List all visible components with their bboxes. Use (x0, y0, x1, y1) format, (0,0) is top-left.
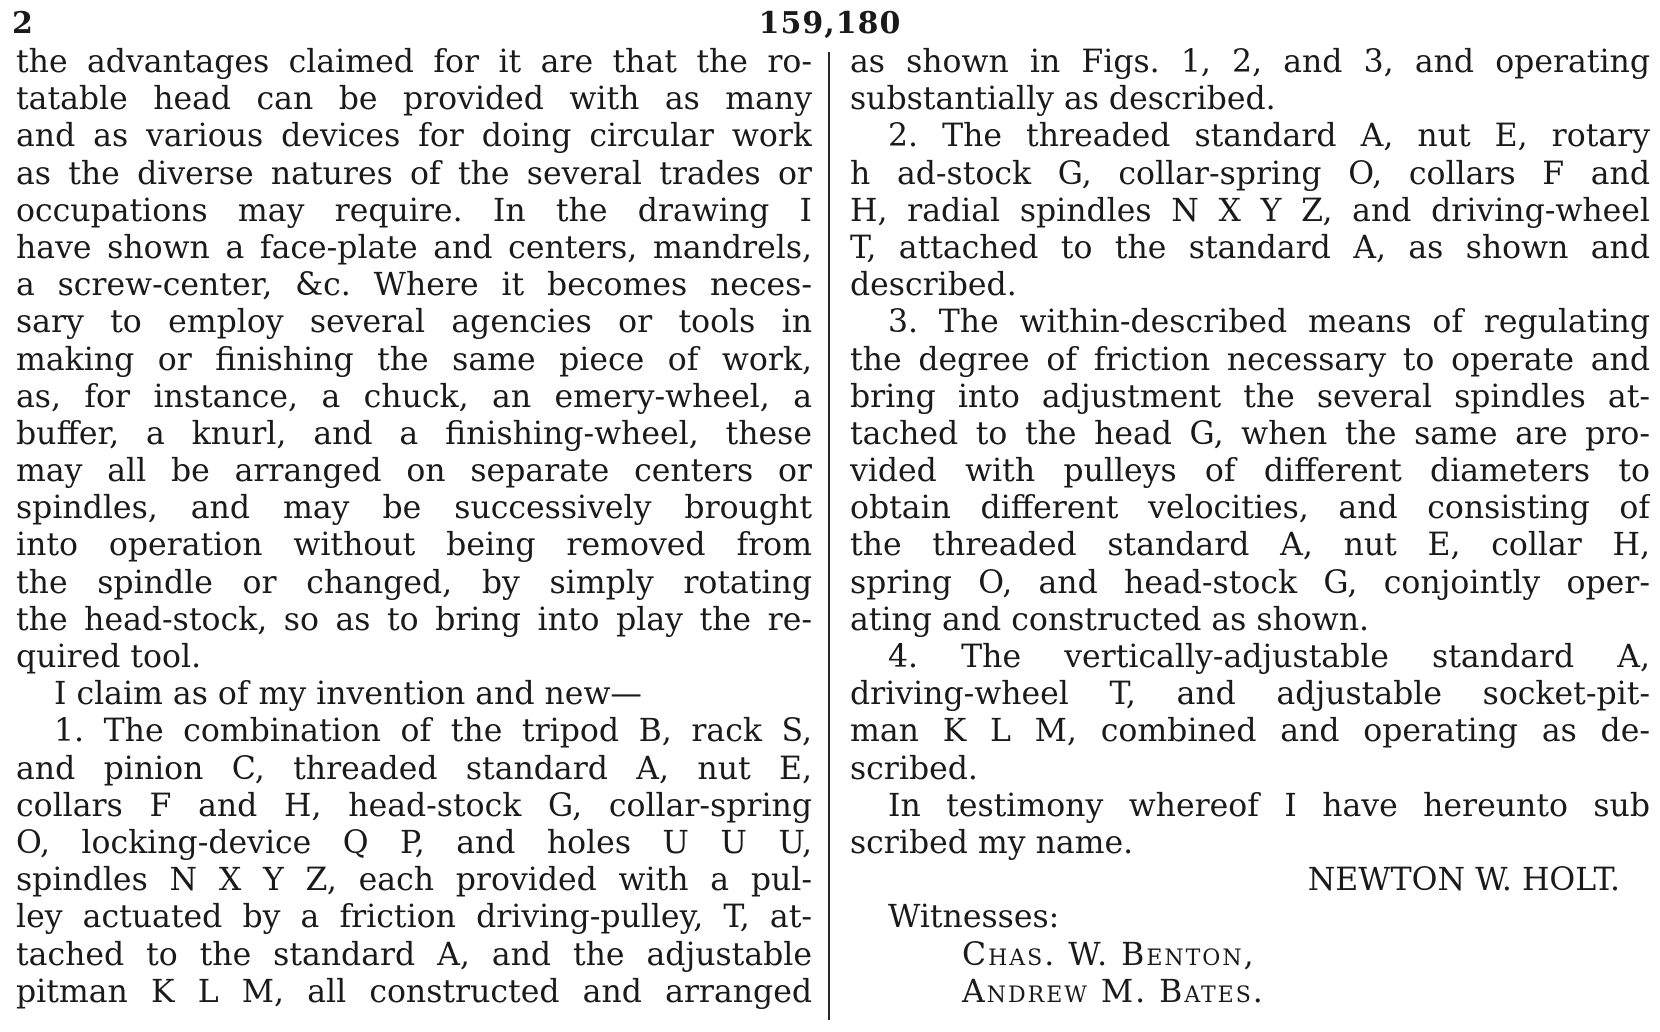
text-line: quired tool. (16, 639, 202, 675)
text-line: scribed. (850, 750, 978, 787)
text-line: as, for instance, a chuck, an emery-wheel, a (16, 378, 812, 415)
signature: NEWTON W. HOLT. (1307, 862, 1620, 899)
text-line: making or finishing the same piece of work, (16, 341, 812, 378)
text-line: into operation without being removed from (16, 527, 812, 564)
witness-name: Chas. W. Benton, (962, 936, 1256, 973)
claim-4-start: 4. The vertically-adjustable standard A, (888, 639, 1650, 675)
text-line: tatable head can be provided with as many (16, 81, 812, 118)
testimony-line: In testimony whereof I have hereunto sub (888, 787, 1650, 824)
claim-intro: I claim as of my invention and new— (54, 676, 642, 713)
text-line: buffer, a knurl, and a finishing-wheel, these (16, 415, 812, 452)
text-line: scribed my name. (850, 824, 1134, 861)
text-line: ating and constructed as shown. (850, 601, 1370, 638)
text-line: pitman K L M, all constructed and arranged (16, 973, 812, 1010)
claim-3-start: 3. The within-described means of regulating (888, 304, 1650, 341)
text-line: spring O, and head-stock G, conjointly oper- (850, 564, 1650, 601)
text-line: described. (850, 267, 1017, 304)
text-line: h ad-stock G, collar-spring O, collars F and (850, 155, 1650, 192)
text-line: the advantages claimed for it are that the ro- (16, 44, 812, 80)
text-line: the spindle or changed, by simply rotating (16, 564, 812, 601)
text-line: the degree of friction necessary to operate and (850, 341, 1650, 378)
patent-number: 159,180 (758, 6, 902, 41)
text-line: tached to the head G, when the same are pro- (850, 415, 1650, 452)
text-line: may all be arranged on separate centers or (16, 453, 812, 490)
right-column (850, 44, 1650, 1011)
text-line: man K L M, combined and operating as de- (850, 713, 1650, 750)
text-line: as shown in Figs. 1, 2, and 3, and operating (850, 44, 1650, 80)
text-line: ley actuated by a friction driving-pulley, T, at- (16, 899, 812, 936)
text-line: and pinion C, threaded standard A, nut E, (16, 750, 812, 787)
text-line: collars F and H, head-stock G, collar-spring (16, 787, 812, 824)
text-line: and as various devices for doing circular work (16, 118, 812, 155)
text-line: tached to the standard A, and the adjustable (16, 936, 812, 973)
text-line: spindles N X Y Z, each provided with a pul- (16, 862, 812, 899)
text-line: occupations may require. In the drawing I (16, 192, 812, 229)
claim-1-start: 1. The combination of the tripod B, rack S, (54, 713, 812, 750)
text-line: bring into adjustment the several spindles at- (850, 378, 1650, 415)
text-line: have shown a face-plate and centers, mandrels, (16, 229, 812, 266)
text-line: spindles, and may be successively brought (16, 490, 812, 527)
text-line: substantially as described. (850, 81, 1276, 118)
witnesses-label: Witnesses: (888, 899, 1060, 936)
text-line: as the diverse natures of the several trades or (16, 155, 812, 192)
text-line: the head-stock, so as to bring into play the re- (16, 601, 812, 638)
witness-name: Andrew M. Bates. (962, 973, 1265, 1010)
column-divider (828, 52, 830, 1020)
left-column (16, 44, 812, 1011)
text-line: obtain different velocities, and consisting of (850, 490, 1650, 527)
text-line: driving-wheel T, and adjustable socket-pit- (850, 676, 1650, 713)
text-line: vided with pulleys of different diameters to (850, 453, 1650, 490)
page-number: 2 (12, 6, 33, 41)
text-line: a screw-center, &c. Where it becomes neces- (16, 267, 812, 304)
text-line: O, locking-device Q P, and holes U U U, (16, 824, 812, 861)
claim-2-start: 2. The threaded standard A, nut E, rotary (888, 118, 1650, 155)
text-line: H, radial spindles N X Y Z, and driving-wheel (850, 192, 1650, 229)
text-line: sary to employ several agencies or tools in (16, 304, 812, 341)
text-line: the threaded standard A, nut E, collar H, (850, 527, 1650, 564)
text-line: T, attached to the standard A, as shown and (850, 229, 1650, 266)
